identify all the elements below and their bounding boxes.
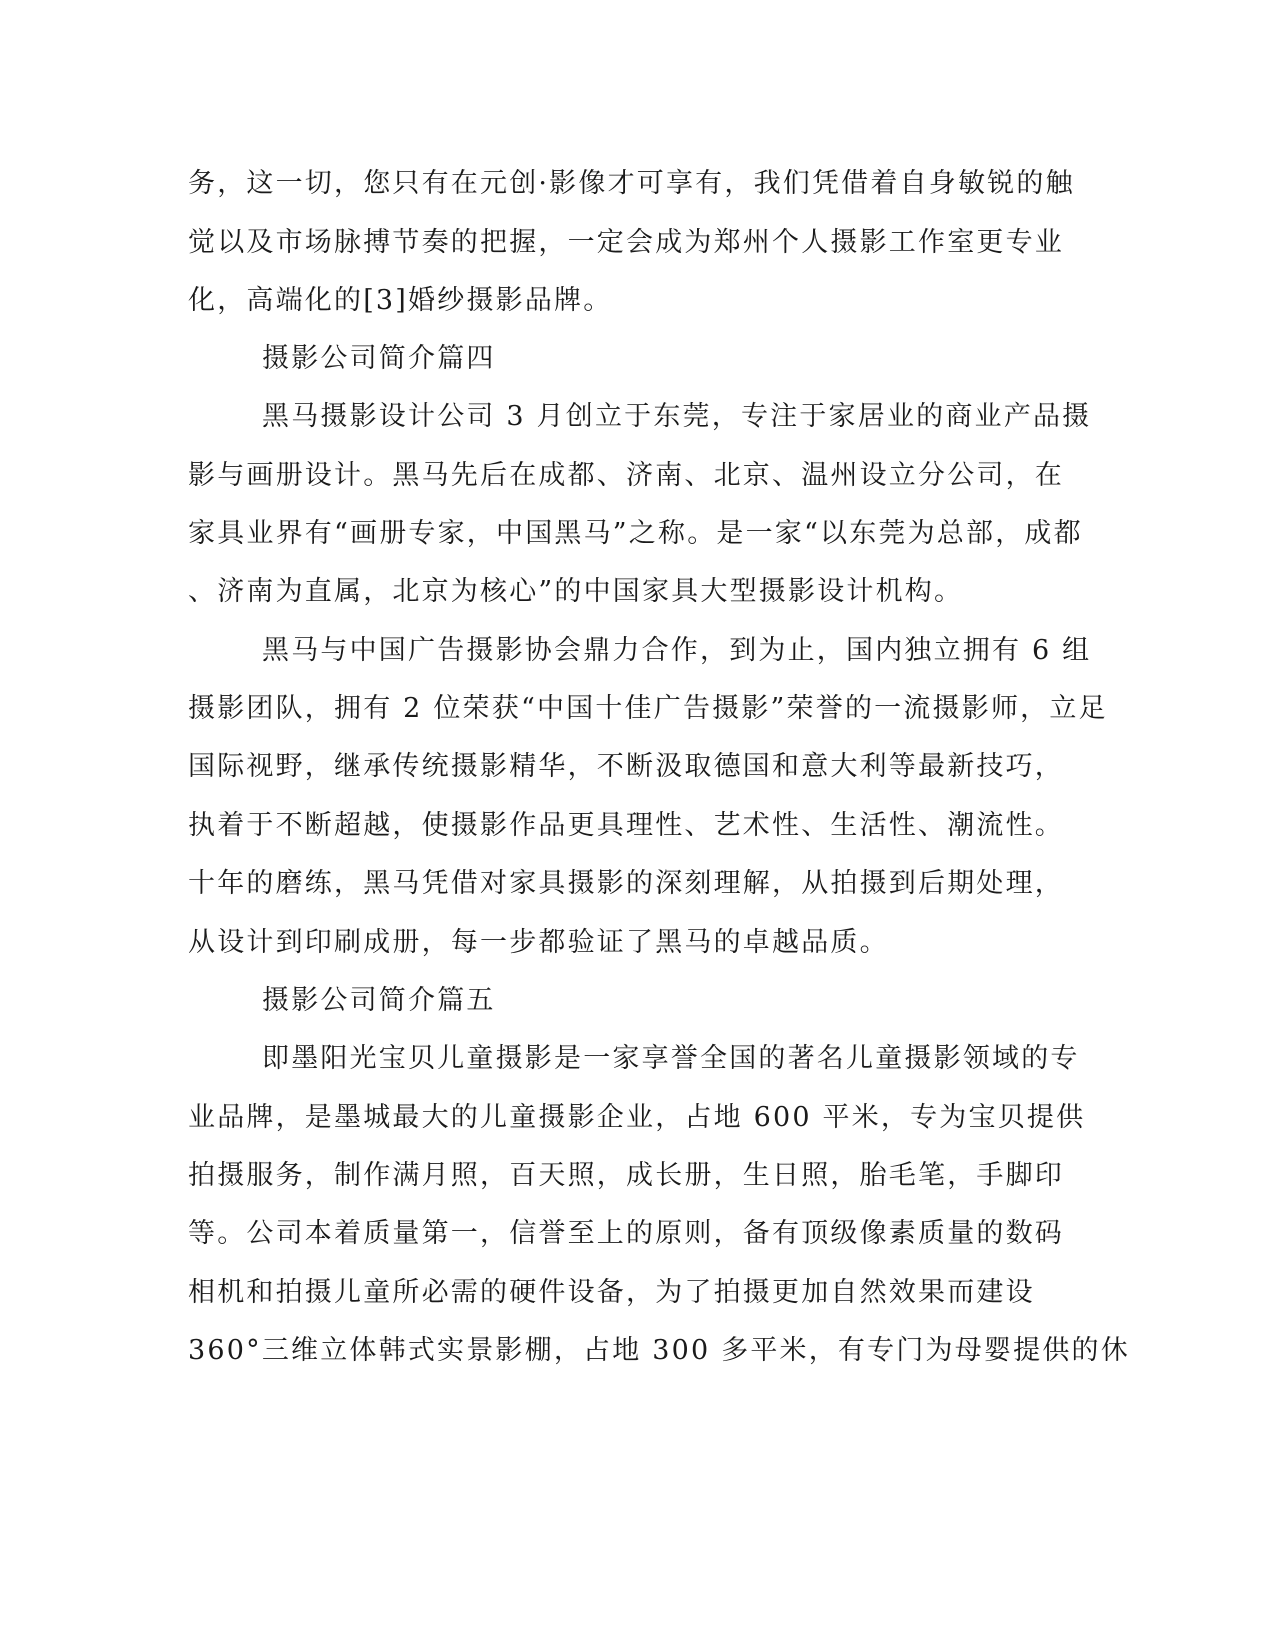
text-line: 国际视野，继承传统摄影精华，不断汲取德国和意大利等最新技巧， bbox=[188, 751, 1064, 782]
text-line: 摄影团队，拥有 2 位荣获“中国十佳广告摄影”荣誉的一流摄影师，立足 bbox=[188, 693, 1108, 724]
text-line: 360°三维立体韩式实景影棚，占地 300 多平米，有专门为母婴提供的休 bbox=[188, 1335, 1130, 1366]
section-heading: 摄影公司简介篇四 bbox=[262, 343, 496, 374]
text-line: 觉以及市场脉搏节奏的把握，一定会成为郑州个人摄影工作室更专业 bbox=[188, 227, 1064, 258]
text-line: 影与画册设计。黑马先后在成都、济南、北京、温州设立分公司，在 bbox=[188, 460, 1064, 491]
text-line: 执着于不断超越，使摄影作品更具理性、艺术性、生活性、潮流性。 bbox=[188, 810, 1064, 841]
text-line: 十年的磨练，黑马凭借对家具摄影的深刻理解，从拍摄到后期处理， bbox=[188, 868, 1064, 899]
text-line: 即墨阳光宝贝儿童摄影是一家享誉全国的著名儿童摄影领域的专 bbox=[262, 1043, 1080, 1074]
text-line: 黑马与中国广告摄影协会鼎力合作，到为止，国内独立拥有 6 组 bbox=[262, 635, 1092, 666]
section-heading: 摄影公司简介篇五 bbox=[262, 985, 496, 1016]
text-line: 黑马摄影设计公司 3 月创立于东莞，专注于家居业的商业产品摄 bbox=[262, 401, 1092, 432]
text-line: 相机和拍摄儿童所必需的硬件设备，为了拍摄更加自然效果而建设 bbox=[188, 1277, 1035, 1308]
text-line: 务，这一切，您只有在元创·影像才可享有，我们凭借着自身敏锐的触 bbox=[188, 168, 1075, 199]
text-line: 、济南为直属，北京为核心”的中国家具大型摄影设计机构。 bbox=[188, 576, 964, 607]
text-line: 业品牌，是墨城最大的儿童摄影企业，占地 600 平米，专为宝贝提供 bbox=[188, 1102, 1086, 1133]
text-line: 化，高端化的[3]婚纱摄影品牌。 bbox=[188, 285, 613, 316]
text-line: 家具业界有“画册专家，中国黑马”之称。是一家“以东莞为总部，成都 bbox=[188, 518, 1083, 549]
text-line: 等。公司本着质量第一，信誉至上的原则，备有顶级像素质量的数码 bbox=[188, 1218, 1064, 1249]
text-line: 从设计到印刷成册，每一步都验证了黑马的卓越品质。 bbox=[188, 927, 889, 958]
text-line: 拍摄服务，制作满月照，百天照，成长册，生日照，胎毛笔，手脚印 bbox=[188, 1160, 1064, 1191]
